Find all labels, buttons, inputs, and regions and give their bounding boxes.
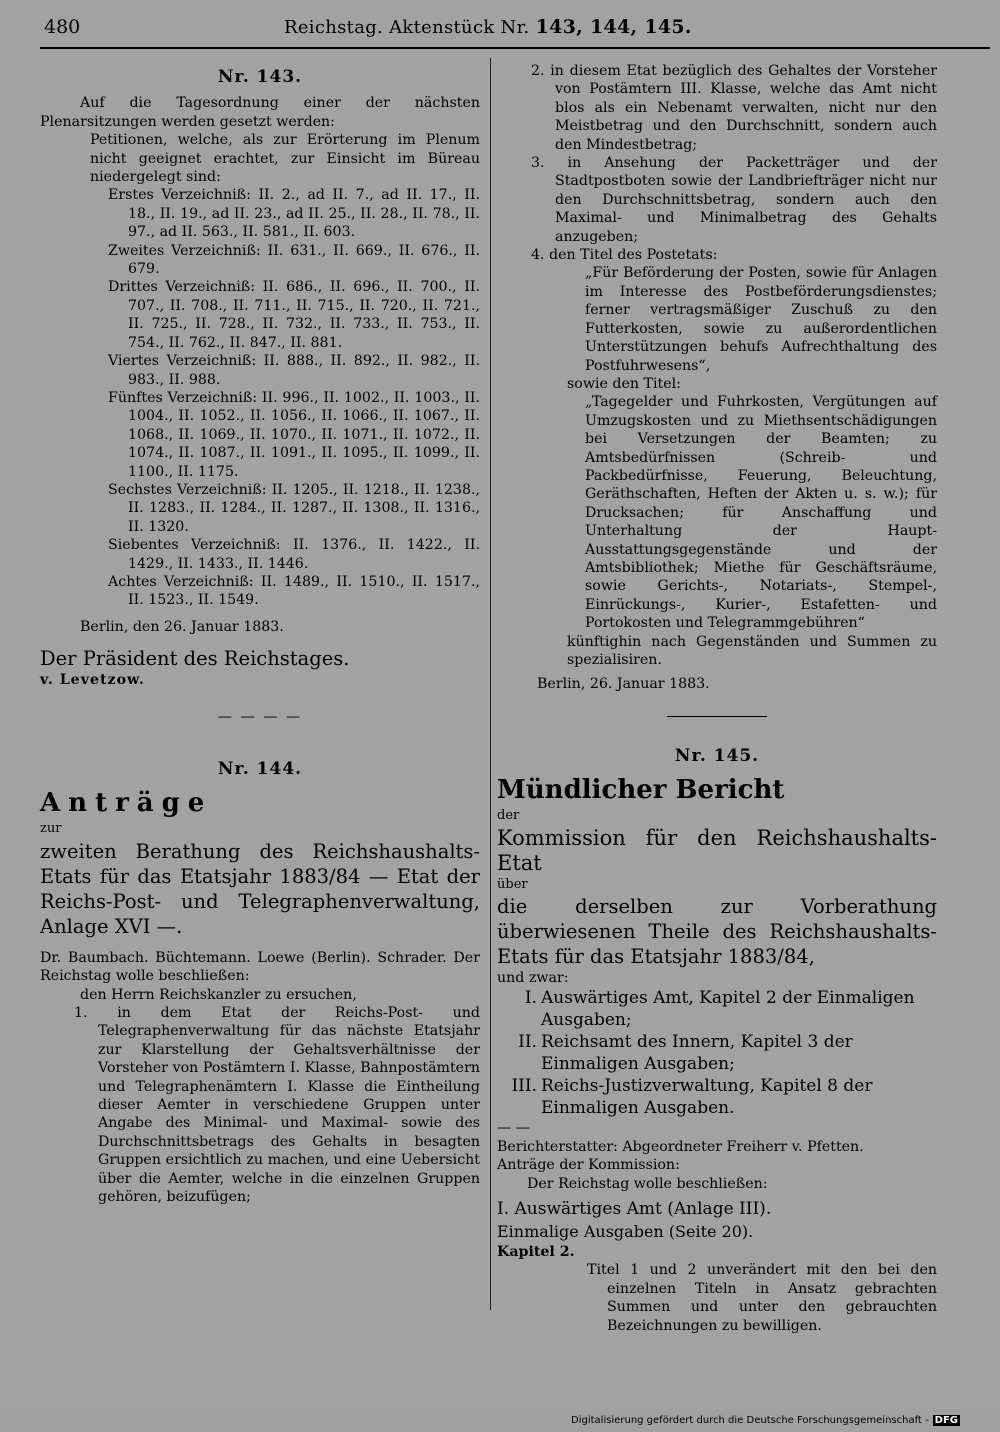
nr145-und-zwar: und zwar: xyxy=(497,970,569,987)
nr145-heading: Nr. 145. xyxy=(674,745,760,766)
nr143-date: Berlin, den 26. Januar 1883. xyxy=(80,618,284,635)
nr144-item-list-continued xyxy=(497,62,937,264)
list-item: Sechstes Verzeichniß: II. 1205., II. 1218., II. 1238., II. 1283., II. 1284., II. 1287., II. 1308., II. 1316., II. 1320. xyxy=(108,481,480,535)
part-number: II. xyxy=(518,1032,537,1053)
part-text: Auswärtiges Amt, Kapitel 2 der Einmaligen Ausgaben; xyxy=(541,988,915,1031)
list-item: 1. in dem Etat der Reichs-Post- und Telegraphenverwaltung für das nächste Etatsjahr zur Klarstellung der Gehaltsverhältnisse der Vorsteher von Postämtern I. Klasse, Bahnpostämtern und Telegraphenämtern I. Klasse die Eintheilung dieser Aemter in verschiedene Gruppen unter Angabe des Minimal- und Maximal- sowie des Durchschnittsbetrags des Gehalts in besagten Gruppen ersichtlich zu machen, und eine Uebersicht über die Aemter, welche in die einzelnen Gruppen gehören, beizufügen; xyxy=(74,1005,480,1206)
nr144-request: den Herrn Reichskanzler zu ersuchen, xyxy=(80,986,357,1003)
nr144-quote2: „Tagegelder und Fuhrkosten, Vergütungen auf Umzugskosten und zu Miethsentschädigungen bei Versetzungen der Beamten; zu Amtsbedürfnissen (Schreib- und Packbedürfnisse, Feuerung, Beleuchtung, Geräthschaften, Heften der Akten u. s. w.); für Drucksachen; für Anschaffung und Unterhaltung der Haupt-Ausstattungsgegenstände und der Amtsbibliothek; Miethe für Geschäftsräume, sowie Gerichts-, Notariats-, Stempel-, Einrückungs-, Kurier-, Estafetten- und Portokosten und Telegrammgebühren“ xyxy=(585,394,937,632)
nr144-heading: Nr. 144. xyxy=(217,759,303,779)
nr143-intro: Auf die Tagesordnung einer der nächsten Plenarsitzungen werden gesetzt werden: xyxy=(40,95,480,130)
nr144-item-list xyxy=(40,1004,480,1206)
nr143-signature-title: Der Präsident des Reichstages. xyxy=(40,647,350,671)
list-item: Siebentes Verzeichniß: II. 1376., II. 1422., II. 1429., II. 1433., II. 1446. xyxy=(108,537,480,572)
nr143-heading: Nr. 143. xyxy=(217,67,303,87)
footer-credit xyxy=(571,1415,960,1426)
nr144-date: Berlin, 26. Januar 1883. xyxy=(537,676,710,693)
list-item xyxy=(497,987,937,1031)
list-item: Erstes Verzeichniß: II. 2., ad II. 7., ad II. 17., II. 18., II. 19., ad II. 23., ad II. 25., II. 28., II. 78., II. 97., ad II. 563., II. 581., II. 603. xyxy=(108,187,480,241)
running-title: Reichstag. Aktenstück Nr. 143, 144, 145. xyxy=(284,16,692,38)
document-numbers: 143, 144, 145. xyxy=(535,16,692,38)
list-item: Achtes Verzeichniß: II. 1489., II. 1510., II. 1517., II. 1523., II. 1549. xyxy=(108,573,480,609)
part-number: I. xyxy=(524,988,537,1009)
nr144-zur: zur xyxy=(40,821,62,837)
part-text: Reichsamt des Innern, Kapitel 3 der Einmaligen Ausgaben; xyxy=(541,1032,853,1075)
nr145-section-title: I. Auswärtiges Amt (Anlage III). xyxy=(497,1199,772,1220)
nr145-reporter: Berichterstatter: Abgeordneter Freiherr v. Pfetten. xyxy=(497,1138,864,1155)
nr145-chapter-text: Titel 1 und 2 unverändert mit den bei den einzelnen Titeln in Ansatz gebrachten Summen und unter den gebrauchten Bezeichnungen zu bewilligen. xyxy=(587,1262,937,1334)
section-divider xyxy=(667,716,767,717)
footer-text: Digitalisierung gefördert durch die Deutsche Forschungsgemeinschaft - xyxy=(571,1415,929,1426)
page-number: 480 xyxy=(44,16,81,38)
nr145-dash: — — xyxy=(497,1120,530,1137)
list-item xyxy=(497,1031,937,1075)
nr144-movers: Dr. Baumbach. Büchtemann. Loewe (Berlin). Schrader. Der Reichstag wolle beschließen: xyxy=(40,949,480,985)
part-number: III. xyxy=(511,1076,537,1097)
nr145-resolve: Der Reichstag wolle beschließen: xyxy=(527,1175,768,1192)
right-column xyxy=(497,62,937,1335)
list-item: 2. in diesem Etat bezüglich des Gehaltes der Vorsteher von Postämtern III. Klasse, welche das Amt nicht blos als ein Nebenamt verwalten, nicht nur den Meistbetrag und den Durchschnitt, sondern auch den Mindestbetrag; xyxy=(531,63,937,153)
list-item: Zweites Verzeichniß: II. 631., II. 669., II. 676., II. 679. xyxy=(108,242,480,278)
column-divider xyxy=(490,58,491,1310)
nr145-subject: die derselben zur Vorberathung überwiesenen Theile des Reichshaushalts-Etats für das Etatsjahr 1883/84, xyxy=(497,895,937,969)
list-item: 3. in Ansehung der Packetträger und der Stadtpostboten sowie der Landbriefträger nicht nur den Durchschnittsbetrag, sondern auch den Maximal- und Minimalbetrag des Gehalts anzugeben; xyxy=(531,155,937,245)
list-item: Drittes Verzeichniß: II. 686., II. 696., II. 700., II. 707., II. 708., II. 711., II. 715., II. 720., II. 721., II. 725., II. 728., II. 732., II. 733., II. 753., II. 754., II. 762., II. 847., II. 881. xyxy=(108,279,480,351)
nr145-section-sub: Einmalige Ausgaben (Seite 20). xyxy=(497,1222,754,1242)
list-item: Fünftes Verzeichniß: II. 996., II. 1002., II. 1003., II. 1004., II. 1052., II. 1056., II. 1066., II. 1067., II. 1068., II. 1069., II. 1070., II. 1071., II. 1072., II. 1074., II. 1087., II. 1091., II. 1095., II. 1099., II. 1100., II. 1175. xyxy=(108,389,480,480)
nr143-petitions: Petitionen, welche, als zur Erörterung im Plenum nicht geeignet erachtet, zur Einsicht im Büreau niedergelegt sind: xyxy=(90,132,480,186)
nr145-chapter: Kapitel 2. xyxy=(497,1244,575,1261)
nr144-title: Anträge xyxy=(40,788,213,819)
running-header xyxy=(44,14,990,44)
nr145-motion-label: Anträge der Kommission: xyxy=(497,1157,680,1174)
nr145-der: der xyxy=(497,808,520,824)
dfg-logo: DFG xyxy=(934,1415,958,1426)
part-text: Reichs-Justizverwaltung, Kapitel 8 der Einmaligen Ausgaben. xyxy=(541,1076,873,1119)
left-column xyxy=(40,62,480,1207)
nr145-commission: Kommission für den Reichshaushalts-Etat xyxy=(497,825,937,875)
nr145-title: Mündlicher Bericht xyxy=(497,775,785,806)
nr144-quote1: „Für Beförderung der Posten, sowie für Anlagen im Interesse des Postbeförderungsdienstes; ferner vertragsmäßiger Zuschuß zu den Futterkosten, sowie zu außerordentlichen Unterstützungen behufs Aufrechthaltung des Postfuhrwesens“, xyxy=(585,265,937,374)
list-item: Viertes Verzeichniß: II. 888., II. 892., II. 982., II. 983., II. 988. xyxy=(108,353,480,388)
nr144-subtitle: zweiten Berathung des Reichshaushalts-Etats für das Etatsjahr 1883/84 — Etat der Reichs-Post- und Telegraphenverwaltung, Anlage XVI —. xyxy=(40,839,480,938)
list-item: 4. den Titel des Postetats: xyxy=(531,247,718,264)
nr144-sowie: sowie den Titel: xyxy=(567,375,681,392)
nr143-signature-name: v. Levetzow. xyxy=(40,672,145,689)
header-rule xyxy=(40,47,990,49)
list-item xyxy=(497,1075,937,1119)
separator: — — — — xyxy=(217,708,303,725)
nr145-ueber: über xyxy=(497,876,528,892)
nr144-closing: künftighin nach Gegenständen und Summen zu spezialisiren. xyxy=(567,633,937,668)
